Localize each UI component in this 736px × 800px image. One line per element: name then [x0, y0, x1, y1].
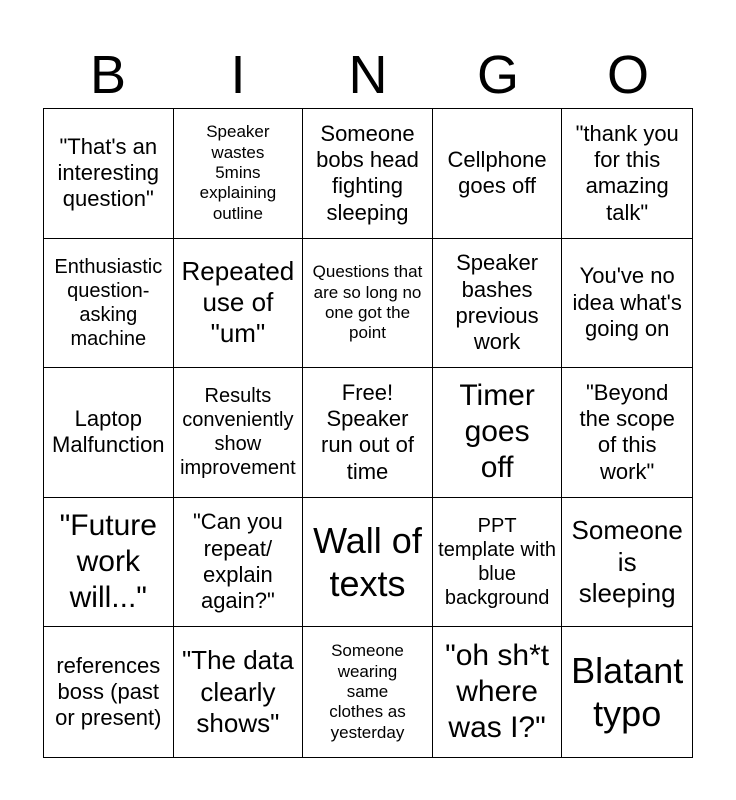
bingo-cell-3[interactable]	[303, 109, 433, 239]
bingo-cell-12[interactable]	[174, 368, 304, 498]
cell-text: Cellphone goes off	[447, 146, 547, 199]
cell-text: Someone wearing same clothes as yesterday	[329, 641, 406, 742]
bingo-cell-8[interactable]	[303, 239, 433, 369]
cell-text: "The data clearly shows"	[181, 645, 294, 738]
cell-text: "That's an interesting question"	[57, 133, 160, 212]
cell-text: Blatant typo	[571, 650, 684, 735]
bingo-cell-25[interactable]	[562, 627, 692, 757]
cell-text: Repeated use of "um"	[181, 256, 295, 349]
cell-text: Speaker bashes previous work	[455, 250, 539, 355]
cell-text: Speaker wastes 5mins explaining outline	[199, 122, 277, 223]
cell-text: Timer goes off	[459, 379, 535, 485]
cell-text: Someone is sleeping	[571, 515, 683, 608]
cell-text: "Beyond the scope of this work"	[579, 379, 675, 484]
bingo-cell-19[interactable]	[433, 498, 563, 628]
cell-text: references boss (past or present)	[55, 652, 162, 731]
bingo-cell-7[interactable]	[174, 239, 304, 369]
cell-text: You've no idea what's going on	[572, 263, 682, 342]
header-letter-g: G	[476, 45, 519, 105]
bingo-cell-15[interactable]	[562, 368, 692, 498]
bingo-cell-2[interactable]	[174, 109, 304, 239]
bingo-cell-1[interactable]	[44, 109, 174, 239]
cell-text: "Future work will..."	[59, 509, 157, 615]
bingo-cell-21[interactable]	[44, 627, 174, 757]
bingo-cell-11[interactable]	[44, 368, 174, 498]
bingo-cell-16[interactable]	[44, 498, 174, 628]
cell-text: "oh sh*t where was I?"	[445, 639, 550, 745]
bingo-cell-22[interactable]	[174, 627, 304, 757]
cell-text: Laptop Malfunction	[52, 406, 165, 458]
bingo-cell-5[interactable]	[562, 109, 692, 239]
cell-text: Wall of texts	[313, 519, 422, 605]
header-letter-i: I	[230, 45, 246, 105]
bingo-cell-24[interactable]	[433, 627, 563, 757]
bingo-cell-10[interactable]	[562, 239, 692, 369]
bingo-cell-20[interactable]	[562, 498, 692, 628]
cell-text: Results conveniently show improvement	[180, 385, 296, 480]
bingo-cell-6[interactable]	[44, 239, 174, 369]
bingo-cell-4[interactable]	[433, 109, 563, 239]
cell-text: "thank you for this amazing talk"	[575, 120, 679, 225]
bingo-cell-9[interactable]	[433, 239, 563, 369]
bingo-cell-17[interactable]	[174, 498, 304, 628]
cell-text: Someone bobs head fighting sleeping	[316, 120, 419, 225]
bingo-board	[43, 108, 693, 758]
bingo-cell-14[interactable]	[433, 368, 563, 498]
bingo-cell-23[interactable]	[303, 627, 433, 757]
bingo-header	[43, 44, 693, 106]
cell-text: PPT template with blue background	[438, 515, 557, 610]
header-letter-n: N	[348, 45, 388, 105]
bingo-cell-13[interactable]	[303, 368, 433, 498]
header-letter-o: O	[606, 45, 649, 105]
cell-text: Enthusiastic question-asking machine	[54, 255, 163, 350]
bingo-cell-18[interactable]	[303, 498, 433, 628]
cell-text: Questions that are so long no one got the point	[312, 262, 423, 343]
cell-text: "Can you repeat/ explain again?"	[193, 509, 283, 614]
header-letter-b: B	[89, 45, 127, 105]
cell-text: Free! Speaker run out of time	[321, 379, 414, 484]
